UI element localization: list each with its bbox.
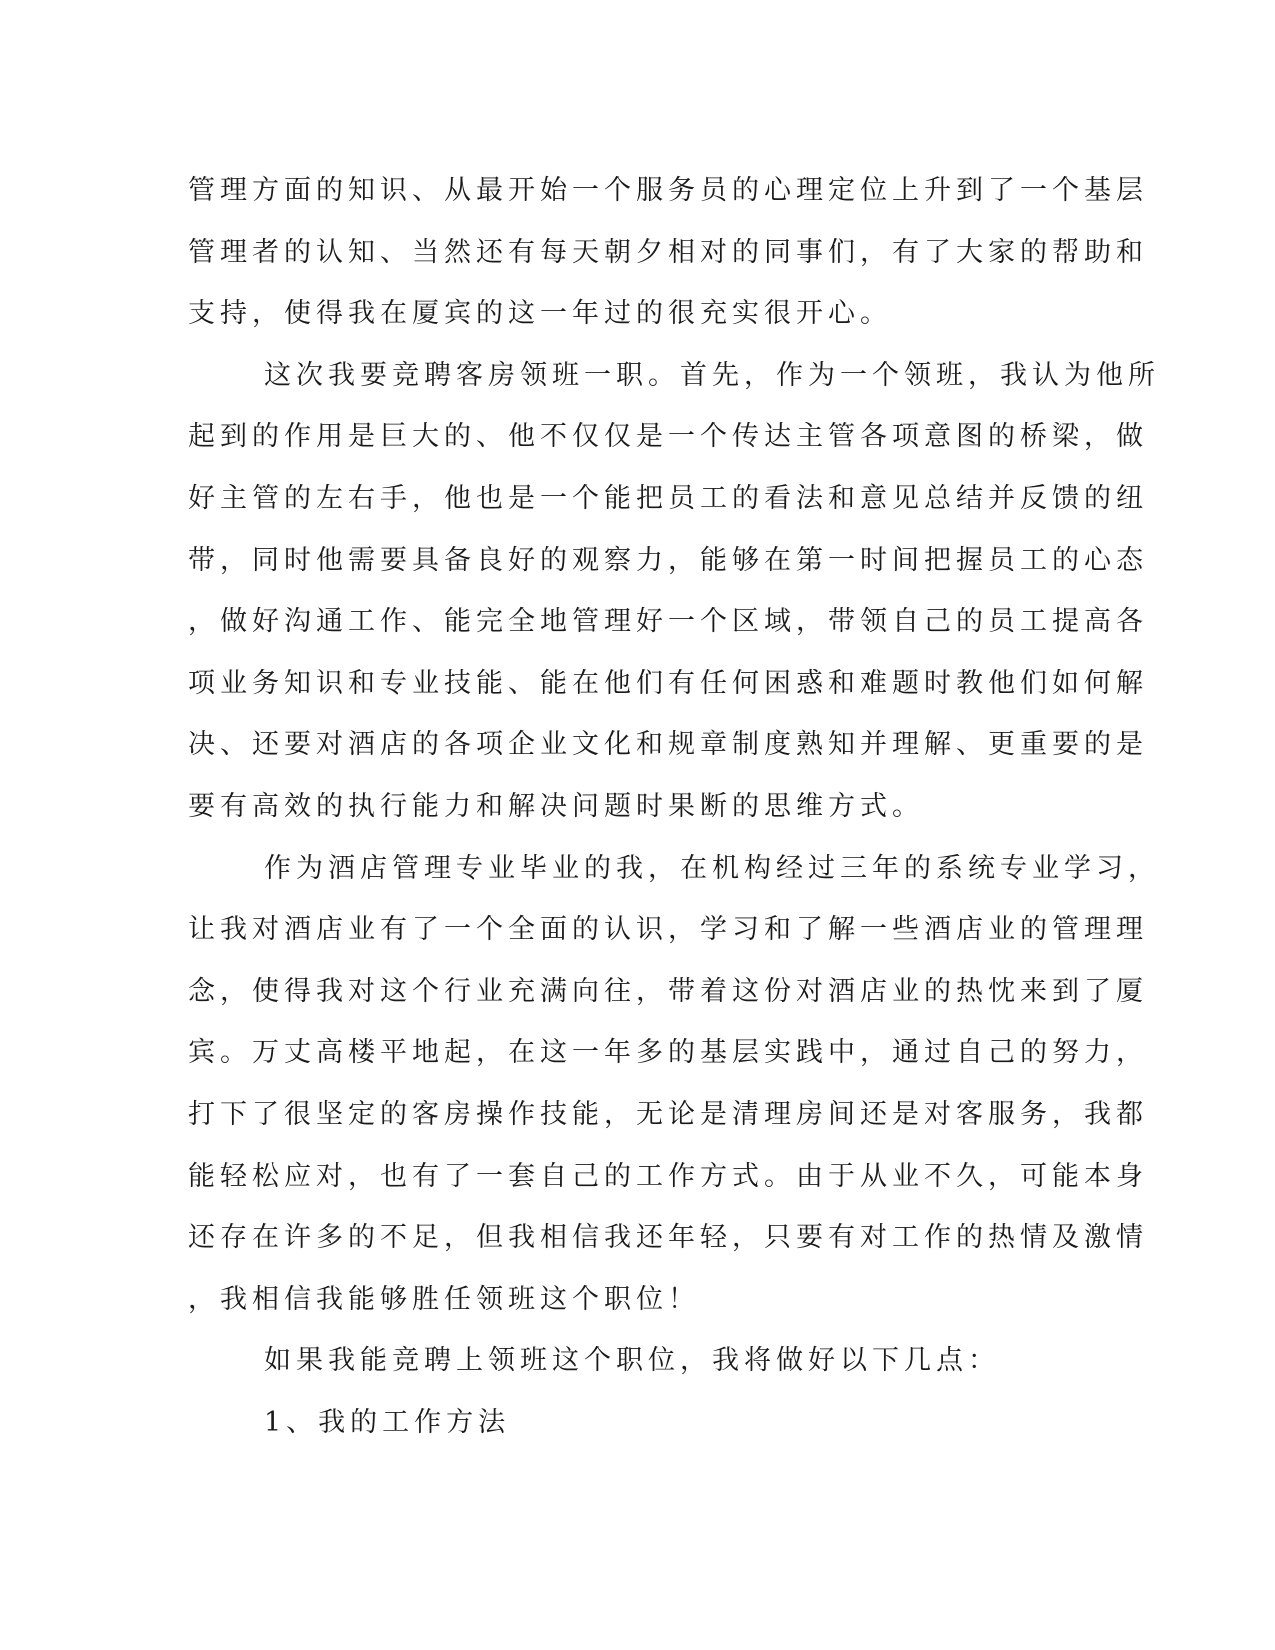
text-line: 好主管的左右手，他也是一个能把员工的看法和意见总结并反馈的纽	[188, 482, 1148, 514]
text-line: 管理者的认知、当然还有每天朝夕相对的同事们，有了大家的帮助和	[188, 236, 1148, 268]
paragraph-4	[188, 1330, 1088, 1392]
text-line: 要有高效的执行能力和解决问题时果断的思维方式。	[188, 790, 924, 822]
text-line: 管理方面的知识、从最开始一个服务员的心理定位上升到了一个基层	[188, 175, 1148, 206]
text-line: 打下了很坚定的客房操作技能，无论是清理房间还是对客服务，我都	[188, 1098, 1148, 1130]
text-line: ，做好沟通工作、能完全地管理好一个区域，带领自己的员工提高各	[188, 606, 1148, 638]
text-line-indented: 这次我要竞聘客房领班一职。首先，作为一个领班，我认为他所	[264, 359, 1160, 391]
text-line: 让我对酒店业有了一个全面的认识，学习和了解一些酒店业的管理理	[188, 914, 1148, 946]
text-line: ，我相信我能够胜任领班这个职位！	[188, 1283, 700, 1315]
document-body	[188, 160, 1160, 1453]
paragraph-1	[188, 160, 1148, 345]
text-line: 还存在许多的不足，但我相信我还年轻，只要有对工作的热情及激情	[188, 1222, 1148, 1254]
paragraph-2	[188, 345, 1160, 838]
paragraph-5-list-heading	[188, 1392, 1088, 1454]
text-line: 决、还要对酒店的各项企业文化和规章制度熟知并理解、更重要的是	[188, 729, 1148, 761]
text-line: 念，使得我对这个行业充满向往，带着这份对酒店业的热忱来到了厦	[188, 975, 1148, 1007]
text-line: 项业务知识和专业技能、能在他们有任何困惑和难题时教他们如何解	[188, 667, 1148, 699]
text-line: 起到的作用是巨大的、他不仅仅是一个传达主管各项意图的桥梁，做	[188, 421, 1148, 453]
text-line: 能轻松应对，也有了一套自己的工作方式。由于从业不久，可能本身	[188, 1160, 1148, 1192]
text-line: 支持，使得我在厦宾的这一年过的很充实很开心。	[188, 298, 892, 330]
text-line-indented: 作为酒店管理专业毕业的我，在机构经过三年的系统专业学习，	[264, 852, 1160, 884]
text-line: 带，同时他需要具备良好的观察力，能够在第一时间把握员工的心态	[188, 544, 1148, 576]
paragraph-3	[188, 838, 1160, 1331]
text-line-indented: 如果我能竞聘上领班这个职位，我将做好以下几点：	[264, 1345, 1000, 1377]
text-line: 宾。万丈高楼平地起，在这一年多的基层实践中，通过自己的努力，	[188, 1037, 1148, 1069]
list-item-heading: 1、我的工作方法	[264, 1406, 511, 1438]
